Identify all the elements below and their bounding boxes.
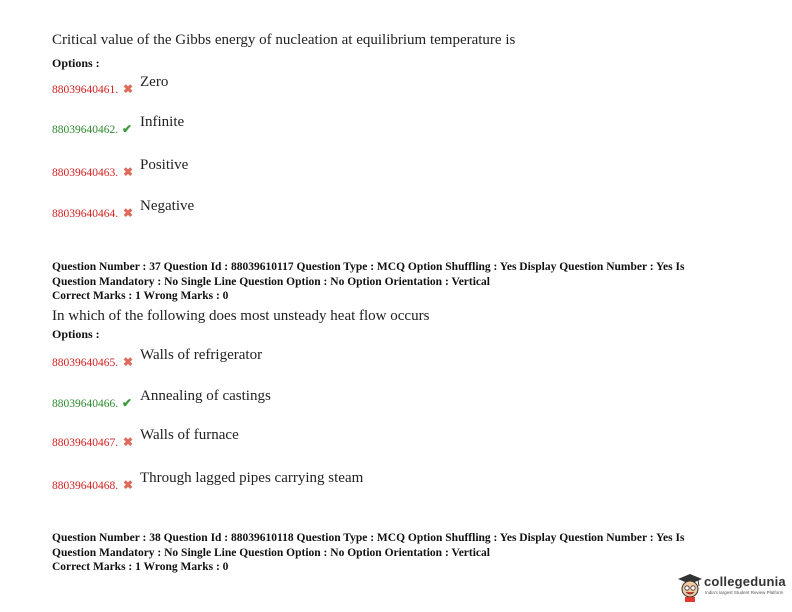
option-id: 88039640465. bbox=[52, 357, 119, 369]
option-text: Walls of furnace bbox=[140, 427, 239, 443]
collegedunia-logo bbox=[676, 572, 788, 604]
question-37-text: In which of the following does most unsteady heat flow occurs bbox=[52, 308, 430, 324]
check-mark-icon: ✔ bbox=[122, 122, 133, 136]
option-text: Negative bbox=[140, 198, 195, 214]
option-id: 88039640464. bbox=[52, 208, 119, 220]
question-37-meta bbox=[52, 260, 752, 304]
option-id: 88039640467. bbox=[52, 437, 119, 449]
wrong-mark-icon: ✖ bbox=[123, 206, 134, 220]
option-row-correct bbox=[52, 116, 552, 140]
wrong-mark-icon: ✖ bbox=[123, 478, 134, 492]
wrong-mark-icon: ✖ bbox=[123, 435, 134, 449]
option-id: 88039640468. bbox=[52, 480, 119, 492]
question-meta-line: Question Number : 37 Question Id : 88039610117 Question Type : MCQ Option Shuffling : Yes Display Question Number : Yes Is bbox=[52, 261, 685, 273]
options-label: Options : bbox=[52, 56, 100, 70]
option-id: 88039640462. bbox=[52, 124, 119, 136]
option-id: 88039640463. bbox=[52, 167, 119, 179]
option-text: Walls of refrigerator bbox=[140, 347, 263, 363]
question-meta-line: Question Mandatory : No Single Line Question Option : No Option Orientation : Vertical bbox=[52, 546, 490, 559]
option-text: Through lagged pipes carrying steam bbox=[140, 470, 364, 486]
option-row-correct bbox=[52, 390, 552, 414]
option-text: Infinite bbox=[140, 114, 185, 130]
mascot-icon bbox=[676, 572, 704, 602]
option-text: Annealing of castings bbox=[140, 388, 271, 404]
question-meta-line: Question Mandatory : No Single Line Question Option : No Option Orientation : Vertical bbox=[52, 275, 490, 288]
option-row bbox=[52, 159, 552, 183]
check-mark-icon: ✔ bbox=[122, 396, 133, 410]
wrong-mark-icon: ✖ bbox=[123, 165, 134, 179]
option-row bbox=[52, 76, 552, 100]
option-row bbox=[52, 349, 552, 373]
wrong-mark-icon: ✖ bbox=[123, 82, 134, 96]
wrong-mark-icon: ✖ bbox=[123, 355, 134, 369]
option-row bbox=[52, 472, 552, 496]
brand-name: collegedunia bbox=[704, 574, 786, 589]
brand-tagline: India's largest Student Review Platform bbox=[705, 590, 784, 595]
question-meta-line: Question Number : 38 Question Id : 88039610118 Question Type : MCQ Option Shuffling : Yes Display Question Number : Yes Is bbox=[52, 532, 685, 544]
option-row bbox=[52, 429, 552, 453]
marks-line: Correct Marks : 1 Wrong Marks : 0 bbox=[52, 561, 229, 573]
marks-line: Correct Marks : 1 Wrong Marks : 0 bbox=[52, 290, 229, 302]
question-36-text: Critical value of the Gibbs energy of nucleation at equilibrium temperature is bbox=[52, 32, 516, 48]
options-label: Options : bbox=[52, 327, 100, 341]
option-id: 88039640461. bbox=[52, 84, 119, 96]
option-id: 88039640466. bbox=[52, 398, 119, 410]
question-38-meta bbox=[52, 531, 752, 575]
option-text: Zero bbox=[140, 74, 169, 90]
option-row bbox=[52, 200, 552, 224]
option-text: Positive bbox=[140, 157, 189, 173]
